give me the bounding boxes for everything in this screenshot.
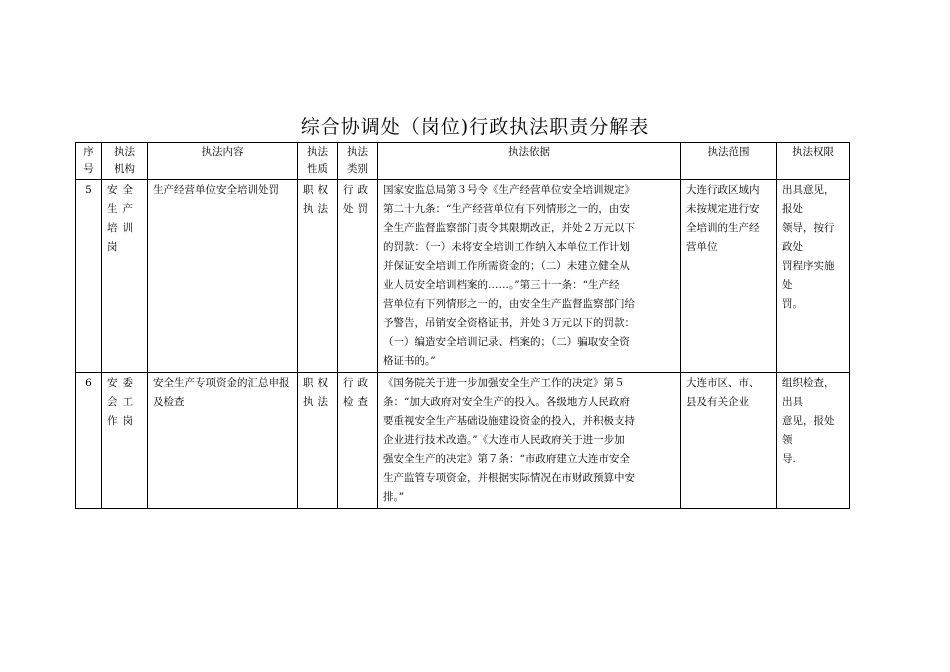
row-type: 行政 处罚	[338, 180, 378, 373]
header-type: 执法 类别	[338, 143, 378, 180]
row-no: 6	[76, 373, 102, 509]
row-type: 行政 检查	[338, 373, 378, 509]
header-authority: 执法权限	[777, 143, 850, 180]
header-unit: 执法 机构	[102, 143, 148, 180]
header-no: 序 号	[76, 143, 102, 180]
header-content: 执法内容	[148, 143, 298, 180]
header-basis: 执法依据	[378, 143, 681, 180]
header-scope: 执法范围	[681, 143, 777, 180]
row-nature: 职权 执法	[298, 180, 338, 373]
row-unit: 安委 会工 作岗	[102, 373, 148, 509]
table-row	[76, 180, 850, 373]
row-content: 安全生产专项资金的汇总申报及检查	[148, 373, 298, 509]
header-nature: 执法 性质	[298, 143, 338, 180]
row-scope: 大连行政区域内 未按规定进行安 全培训的生产经 营单位	[681, 180, 777, 373]
row-content: 生产经营单位安全培训处罚	[148, 180, 298, 373]
row-basis: 《国务院关于进一步加强安全生产工作的决定》第５ 条：“加大政府对安全生产的投入。各级地方人民政府 要重视安全生产基础设施建设资金的投入，并积极支持 企业进行技术改造。”《大连市人民政府关于进一步加 强安全生产的决定》第７条：“市政府建立大连市安全 生产监管专项资金，并根据实际情况在市财政预算中安 排。”	[378, 373, 681, 509]
row-nature: 职权 执法	[298, 373, 338, 509]
row-authority: 组织检查，出具 意见，报处领 导.	[777, 373, 850, 509]
row-basis: 国家安监总局第３号令《生产经营单位安全培训规定》 第二十九条：“生产经营单位有下列情形之一的，由安 全生产监督监察部门责令其限期改正，并处２万元以下 的罚款：（一）未将安全培训工作纳入本单位工作计划 并保证安全培训工作所需资金的；（二）未建立健全从 业人员安全培训档案的……。”第三十一条：“生产经 营单位有下列情形之一的，由安全生产监督监察部门给 予警告，吊销安全资格证书，并处３万元以下的罚款： （一）编造安全培训记录、档案的；（二）骗取安全资 格证书的。”	[378, 180, 681, 373]
row-no: 5	[76, 180, 102, 373]
header-row	[76, 143, 850, 180]
duty-table	[75, 142, 850, 509]
row-authority: 出具意见，报处 领导，按行政处 罚程序实施 处 罚。	[777, 180, 850, 373]
page-title: 综合协调处（岗位)行政执法职责分解表	[300, 116, 650, 138]
table-row	[76, 373, 850, 509]
row-unit: 安全 生产 培训 岗	[102, 180, 148, 373]
row-scope: 大连市区、市、 县及有关企业	[681, 373, 777, 509]
